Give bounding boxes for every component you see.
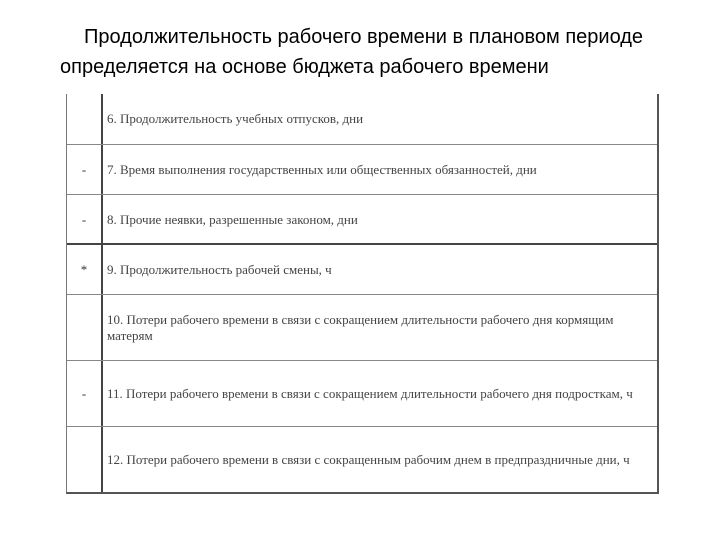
table-row: [67, 144, 657, 194]
row-text: 8. Прочие неявки, разрешенные законом, дни: [107, 211, 358, 227]
row-marker: [67, 427, 103, 492]
row-text: 6. Продолжительность учебных отпусков, дни: [107, 111, 364, 126]
table-row: [67, 94, 657, 144]
working-time-budget-table: [66, 94, 659, 494]
row-text: 10. Потери рабочего времени в связи с сокращением длительности рабочего дня кормящим матерям: [107, 311, 614, 343]
row-marker: -: [67, 361, 103, 426]
row-text: 7. Время выполнения государственных или общественных обязанностей, дни: [107, 161, 537, 177]
row-marker: -: [67, 145, 103, 194]
table-row: [67, 360, 657, 426]
row-marker: [67, 295, 103, 360]
row-text: 12. Потери рабочего времени в связи с сокращенным рабочим днем в предпраздничные дни, ч: [107, 451, 630, 467]
table-row: [67, 194, 657, 244]
slide-title: Продолжительность рабочего времени в плановом периоде определяется на основе бюджета рабочего времени: [60, 26, 644, 78]
row-text: 11. Потери рабочего времени в связи с сокращением длительности рабочего дня подросткам, ч: [107, 385, 633, 401]
table-row: [67, 294, 657, 360]
table-row: [67, 426, 657, 492]
table-row: [67, 243, 657, 294]
row-text: 9. Продолжительность рабочей смены, ч: [107, 261, 332, 277]
row-marker: [67, 94, 103, 144]
row-marker: *: [67, 245, 103, 294]
row-marker: -: [67, 195, 103, 244]
